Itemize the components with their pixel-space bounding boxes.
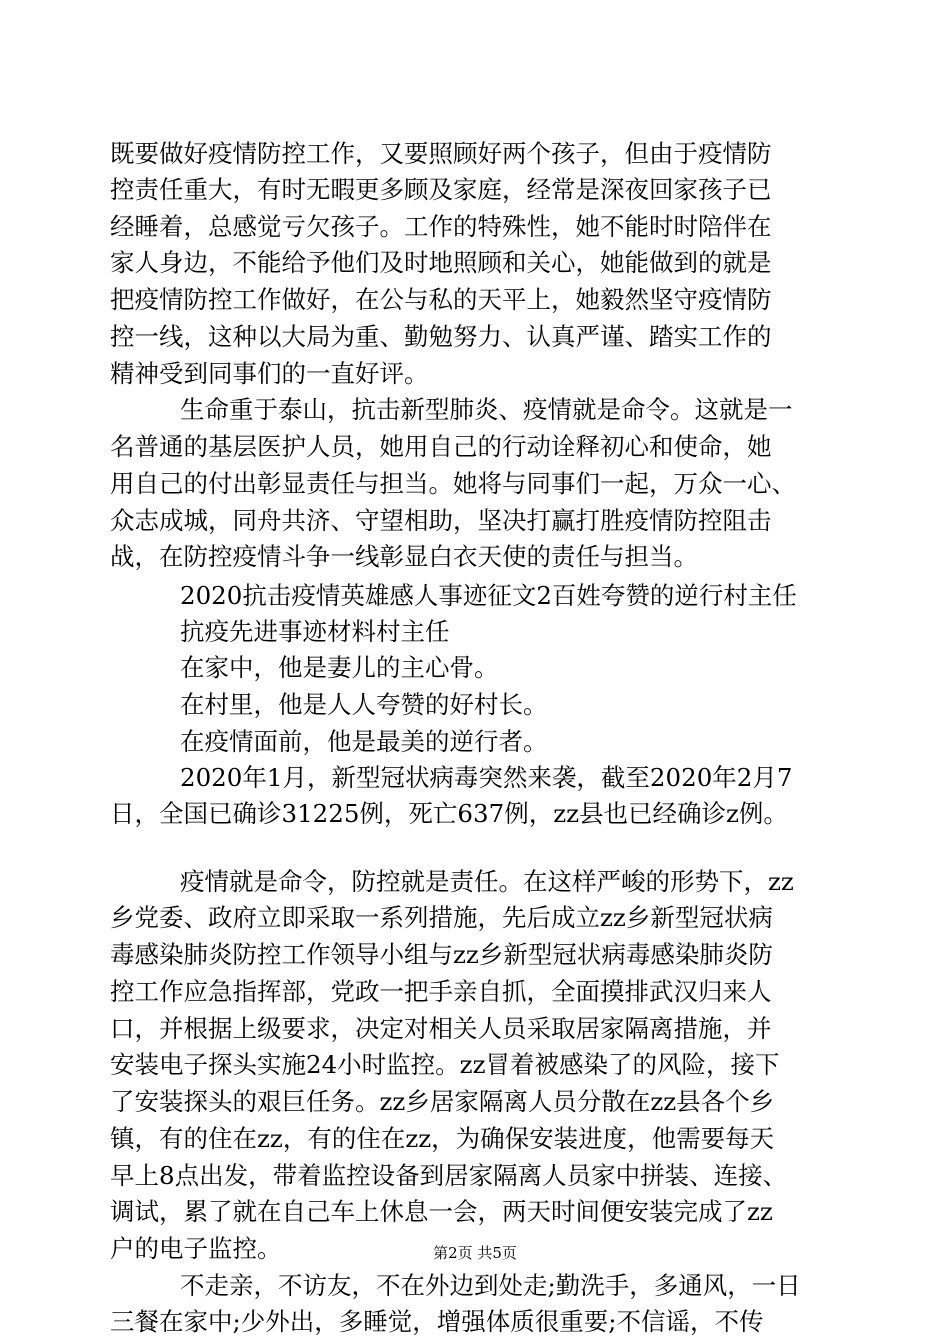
text-line-content: 调试，累了就在自己车上休息一会，两天时间便安装完成了zz (110, 1197, 773, 1226)
text-line (0, 464, 950, 504)
text-line-content: 2020年1月，新型冠状病毒突然来袭，截至2020年2月7 (180, 763, 793, 792)
text-line-content: 口，并根据上级要求，决定对相关人员采取居家隔离措施，并 (110, 1014, 772, 1043)
page-footer: 第2页 共5页 (433, 1244, 517, 1262)
text-line (0, 1192, 950, 1232)
text-line-content: 家人身边，不能给予他们及时地照顾和关心，她能做到的就是 (110, 248, 772, 277)
text-line-content: 安装电子探头实施24小时监控。zz冒着被感染了的风险，接下 (110, 1050, 780, 1079)
text-line-content: 日，全国已确诊31225例，死亡637例，zz县也已经确诊z例。 (110, 799, 788, 828)
text-line-content: 早上8点出发，带着监控设备到居家隔离人员家中拼装、连接、 (110, 1161, 788, 1190)
text-line (0, 1045, 950, 1085)
text-line (0, 354, 950, 394)
text-line (0, 207, 950, 247)
text-line-content: 三餐在家中;少外出，多睡觉，增强体质很重要;不信谣，不传 (110, 1307, 764, 1336)
text-line-content: 控一线，这种以大局为重、勤勉努力、认真严谨、踏实工作的 (110, 322, 772, 351)
text-line-content: 乡党委、政府立即采取一系列措施，先后成立zz乡新型冠状病 (110, 903, 773, 932)
text-line-content: 经睡着，总感觉亏欠孩子。工作的特殊性，她不能时时陪伴在 (110, 212, 772, 241)
text-line (0, 648, 950, 688)
text-line-content: 精神受到同事们的一直好评。 (110, 359, 429, 388)
text-line (0, 1302, 950, 1342)
text-line-content: 名普通的基层医护人员，她用自己的行动诠释初心和使命，她 (110, 432, 772, 461)
text-line (0, 685, 950, 725)
text-line-content: 生命重于泰山，抗击新型肺炎、疫情就是命令。这就是一 (180, 395, 793, 424)
text-line-content: 在村里，他是人人夸赞的好村长。 (180, 690, 548, 719)
text-line (0, 280, 950, 320)
text-line (0, 1009, 950, 1049)
text-line (0, 722, 950, 762)
text-line (0, 134, 950, 174)
text-line-content: 众志成城，同舟共济、守望相助，坚决打赢打胜疫情防控阻击 (110, 506, 772, 535)
text-line-content: 把疫情防控工作做好，在公与私的天平上，她毅然坚守疫情防 (110, 285, 772, 314)
text-line-content: 在家中，他是妻儿的主心骨。 (180, 653, 499, 682)
text-line-content: 既要做好疫情防控工作，又要照顾好两个孩子，但由于疫情防 (110, 139, 772, 168)
text-line-content: 不走亲，不访友，不在外边到处走;勤洗手，多通风，一日 (180, 1271, 801, 1300)
text-line-content: 2020抗击疫情英雄感人事迹征文2百姓夸赞的逆行村主任 (180, 581, 797, 610)
text-line (0, 317, 950, 357)
text-line-content: 控工作应急指挥部，党政一把手亲自抓，全面摸排武汉归来人 (110, 977, 772, 1006)
text-line (0, 1156, 950, 1196)
text-line (0, 862, 950, 902)
text-line (0, 1082, 950, 1122)
text-line (0, 170, 950, 210)
text-line-content: 户的电子监控。 (110, 1234, 282, 1263)
text-line-content: 战，在防控疫情斗争一线彰显白衣天使的责任与担当。 (110, 542, 698, 571)
text-line (0, 972, 950, 1012)
text-line (0, 243, 950, 283)
text-line (0, 758, 950, 798)
text-line (0, 537, 950, 577)
text-line (0, 794, 950, 834)
text-line (0, 1119, 950, 1159)
text-line-content: 控责任重大，有时无暇更多顾及家庭，经常是深夜回家孩子已 (110, 175, 772, 204)
text-line (0, 576, 950, 616)
text-line (0, 898, 950, 938)
text-line (0, 935, 950, 975)
text-line (0, 427, 950, 467)
text-line-content: 抗疫先进事迹材料村主任 (180, 617, 450, 646)
text-line-content: 用自己的付出彰显责任与担当。她将与同事们一起，万众一心、 (110, 469, 796, 498)
text-line-content: 镇，有的住在zz，有的住在zz，为确保安装进度，他需要每天 (110, 1124, 775, 1153)
text-line-content: 毒感染肺炎防控工作领导小组与zz乡新型冠状病毒感染肺炎防 (110, 940, 773, 969)
text-line-content: 在疫情面前，他是最美的逆行者。 (180, 727, 548, 756)
text-line (0, 501, 950, 541)
text-line-content: 疫情就是命令，防控就是责任。在这样严峻的形势下，zz (180, 867, 794, 896)
text-line-content: 了安装探头的艰巨任务。zz乡居家隔离人员分散在zz县各个乡 (110, 1087, 775, 1116)
text-line (0, 390, 950, 430)
text-line (0, 1266, 950, 1306)
text-line (0, 612, 950, 652)
